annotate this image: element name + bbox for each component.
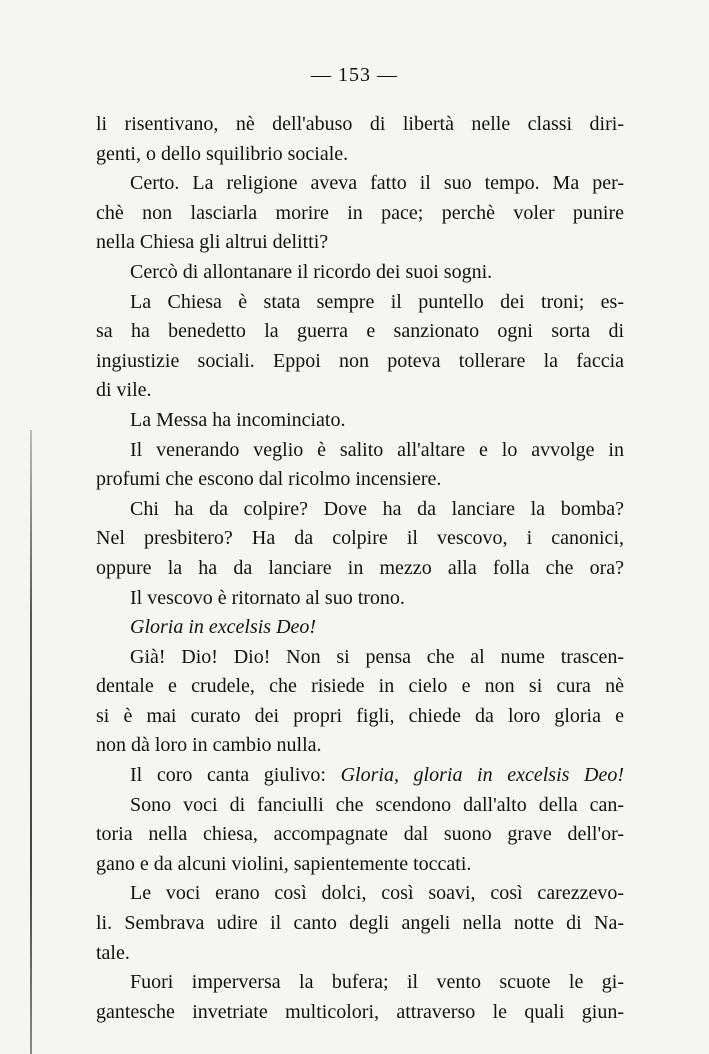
body-text — [96, 110, 624, 1027]
text-line: ingiustizie sociali. Eppoi non poteva tollerare la faccia — [96, 349, 624, 372]
text-line: gantesche invetriate multicolori, attraverso le quali giun- — [96, 1000, 624, 1023]
text-line: li. Sembrava udire il canto degli angeli nella notte di Na- — [96, 912, 624, 935]
text-line: Le voci erano così dolci, così soavi, così carezzevo- — [130, 882, 624, 905]
text-line: Fuori imperversa la bufera; il vento scuote le gi- — [130, 971, 624, 994]
text-line: tale. — [96, 941, 130, 964]
text-line: toria nella chiesa, accompagnate dal suono grave dell'or- — [96, 823, 624, 846]
text-line: sa ha benedetto la guerra e sanzionato ogni sorta di — [96, 320, 624, 343]
text-line: chè non lasciarla morire in pace; perchè voler punire — [96, 201, 624, 224]
text-line: oppure la ha da lanciare in mezzo alla folla che ora? — [96, 556, 624, 579]
text-line: genti, o dello squilibrio sociale. — [96, 142, 349, 165]
text-line: Già! Dio! Dio! Non si pensa che al nume trascen- — [130, 645, 624, 668]
text-line: Sono voci di fanciulli che scendono dall'alto della can- — [130, 793, 624, 816]
text-line: di vile. — [96, 379, 152, 402]
text-line: La Messa ha incominciato. — [130, 408, 346, 431]
text-line: li risentivano, nè dell'abuso di libertà nelle classi diri- — [96, 113, 624, 135]
text-line: Nel presbitero? Ha da colpire il vescovo, i canonici, — [96, 527, 624, 550]
text-line: Il vescovo è ritornato al suo trono. — [130, 586, 405, 609]
page-number: — 153 — — [311, 64, 398, 86]
text-line: gano e da alcuni violini, sapientemente toccati. — [96, 852, 472, 875]
page-binding-edge — [30, 430, 32, 1054]
text-line: La Chiesa è stata sempre il puntello dei troni; es- — [130, 290, 624, 313]
text-line: Chi ha da colpire? Dove ha da lanciare la bomba? — [130, 497, 624, 520]
text-line: si è mai curato dei propri figli, chiede da loro gloria e — [96, 704, 624, 727]
italic-segment: Gloria, gloria in excelsis Deo! — [340, 764, 624, 787]
text-line: Gloria in excelsis Deo! — [130, 616, 317, 639]
text-line: Cercò di allontanare il ricordo dei suoi sogni. — [130, 260, 493, 283]
text-line: Il venerando veglio è salito all'altare e lo avvolge in — [130, 438, 624, 461]
text-line: non dà loro in cambio nulla. — [96, 734, 322, 757]
text-segment: Il coro canta giulivo: — [130, 764, 341, 787]
text-line: dentale e crudele, che risiede in cielo e non si cura nè — [96, 675, 624, 698]
text-line — [96, 761, 624, 791]
text-line: profumi che escono dal ricolmo incensiere. — [96, 468, 442, 491]
text-line: nella Chiesa gli altrui delitti? — [96, 231, 329, 254]
text-line: Certo. La religione aveva fatto il suo tempo. Ma per- — [130, 172, 624, 195]
